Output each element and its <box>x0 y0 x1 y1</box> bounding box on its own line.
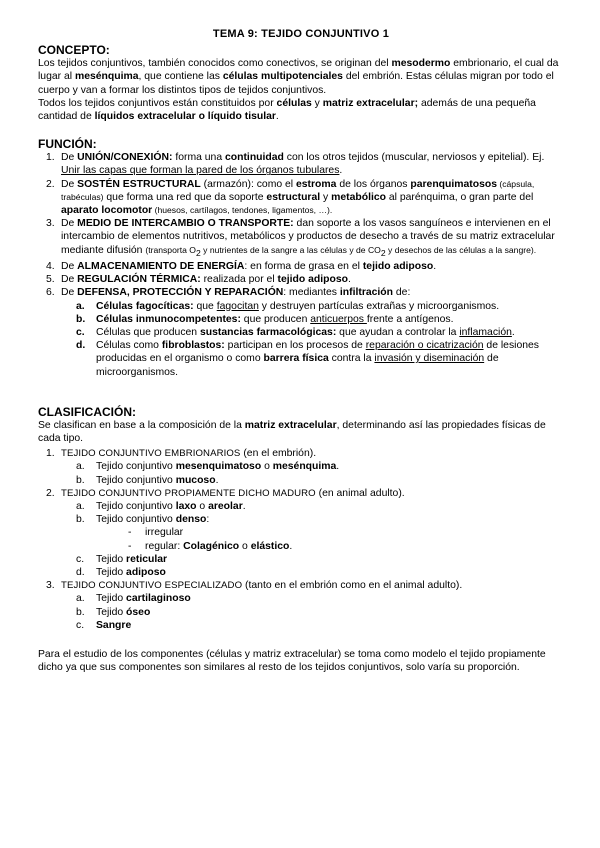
list-item: 1. TEJIDO CONJUNTIVO EMBRIONARIOS (en el embrión). a. Tejido conjuntivo mesenquimatoso o mesénquima. b. Tejido conjuntivo mucoso. <box>38 447 564 487</box>
concepto-heading: CONCEPTO: <box>38 43 110 58</box>
clasificacion-list <box>38 447 564 632</box>
list-item: - irregular <box>128 527 184 539</box>
concepto-paragraph-1: Los tejidos conjuntivos, también conocidos como conectivos, se originan del mesodermo embrionario, el cual da lugar al mesénquima, que contiene las células multipotenciales del embrión. Estas células migran por todo el cuerpo y van a formar los distintos tipos de tejidos conjuntivos. <box>38 58 559 96</box>
clasificacion-intro: Se clasifican en base a la composición de la matriz extracelular, determinando así las propiedades físicas de cada tipo. <box>38 419 546 444</box>
clasificacion-heading: CLASIFICACIÓN: <box>38 404 136 419</box>
especializado-sublist <box>38 592 564 632</box>
list-item: c. Células que producen sustancias farmacológicas: que ayudan a controlar la inflamación. <box>76 326 515 338</box>
list-item: a. Tejido conjuntivo mesenquimatoso o mesénquima. <box>76 461 340 473</box>
funcion-list <box>38 151 564 379</box>
funcion-heading: FUNCIÓN: <box>38 137 97 152</box>
list-item: b. Tejido conjuntivo mucoso. <box>76 474 219 486</box>
list-item: a. Tejido cartilaginoso <box>76 593 191 605</box>
list-item: c. Tejido reticular <box>76 553 168 565</box>
page-title: TEMA 9: TEJIDO CONJUNTIVO 1 <box>212 28 390 40</box>
concepto-paragraph-2: Todos los tejidos conjuntivos están constituidos por células y matriz extracelular; además de una pequeña cantidad de líquidos extracelular o líquido tisular. <box>38 97 536 123</box>
list-item: 3. De MEDIO DE INTERCAMBIO O TRANSPORTE: dan soporte a los vasos sanguíneos e intervienen en el intercambio de elementos nutritivos, metabólicos y productos de desecho a través de su matriz extracelular mediante difusión (transporta $O_2$ y nutrientes de la sangre a las células y de $CO_2$ y desechos de las células a la sangre). <box>46 218 555 258</box>
embrionario-sublist <box>38 460 564 486</box>
list-item: 1. De UNIÓN/CONEXIÓN: forma una continuidad con los otros tejidos (muscular, nerviosos y epitelial). Ej. Unir las capas que forman la pared de los órganos tubulares. <box>46 152 545 177</box>
list-item: c. Sangre <box>76 619 132 631</box>
defensa-sublist <box>38 300 564 379</box>
list-item: a. Tejido conjuntivo laxo o areolar. <box>76 500 246 512</box>
document-page <box>38 28 564 674</box>
closing-paragraph: Para el estudio de los componentes (células y matriz extracelular) se toma como modelo el tejido propiamente dicho ya que sus componentes son similares al resto de los tejidos conjuntivos, solo varía su proporción. <box>38 649 546 674</box>
list-item: 3. TEJIDO CONJUNTIVO ESPECIALIZADO (tanto en el embrión como en el animal adulto). a. Tejido cartilaginoso b. Tejido óseo c. Sangre <box>38 579 564 632</box>
list-item: d. Tejido adiposo <box>76 566 166 578</box>
list-item: d. Células como fibroblastos: participan en los procesos de reparación o cicatrización de lesiones producidas en el organismo o como barrera física contra la invasión y diseminación de microorganismos. <box>76 340 540 378</box>
list-item: b. Tejido óseo <box>76 606 151 618</box>
list-item: 5. De REGULACIÓN TÉRMICA: realizada por el tejido adiposo. <box>46 274 351 286</box>
list-item: b. Tejido conjuntivo denso: <box>76 514 210 526</box>
list-item: 2. TEJIDO CONJUNTIVO PROPIAMENTE DICHO MADURO (en animal adulto). a. Tejido conjuntivo laxo o areolar. b. Tejido conjuntivo denso: - irregular - regular: Colagénico o elástico. c. Tejido reticular d. Tejido adiposo <box>38 487 564 579</box>
propiamente-dicho-sublist-2 <box>38 553 564 579</box>
denso-sublist <box>38 526 564 552</box>
list-item: a. Células fagocíticas: que fagocitan y destruyen partículas extrañas y microorganismos. <box>76 300 500 312</box>
list-item: - regular: Colagénico o elástico. <box>128 540 293 552</box>
list-item: 2. De SOSTÉN ESTRUCTURAL (armazón): como el estroma de los órganos parenquimatosos (cápsula, trabéculas) que forma una red que da soporte estructural y metabólico al parénquima, o gran parte del aparato locomotor (huesos, cartílagos, tendones, ligamentos, …). <box>46 178 535 217</box>
list-item: b. Células inmunocompetentes: que producen anticuerpos frente a antígenos. <box>76 313 454 325</box>
propiamente-dicho-sublist <box>38 500 564 526</box>
list-item: 4. De ALMACENAMIENTO DE ENERGÍA: en forma de grasa en el tejido adiposo. <box>46 260 437 272</box>
list-item: 6. De DEFENSA, PROTECCIÓN Y REPARACIÓN: mediantes infiltración de: a. Células fagocíticas: que fagocitan y destruyen partículas extrañas y microorganismos. b. Células inmunocompetentes: que producen anticuerpos frente a antígenos. c. Células que producen sustancias farmacológicas: que ayudan a controlar la inflamación. d. Células como fibroblastos: participan en los procesos de reparación o cicatrización de lesiones producidas en el organismo o como barrera física contra la invasión y diseminación de microorganismos. <box>38 286 564 378</box>
